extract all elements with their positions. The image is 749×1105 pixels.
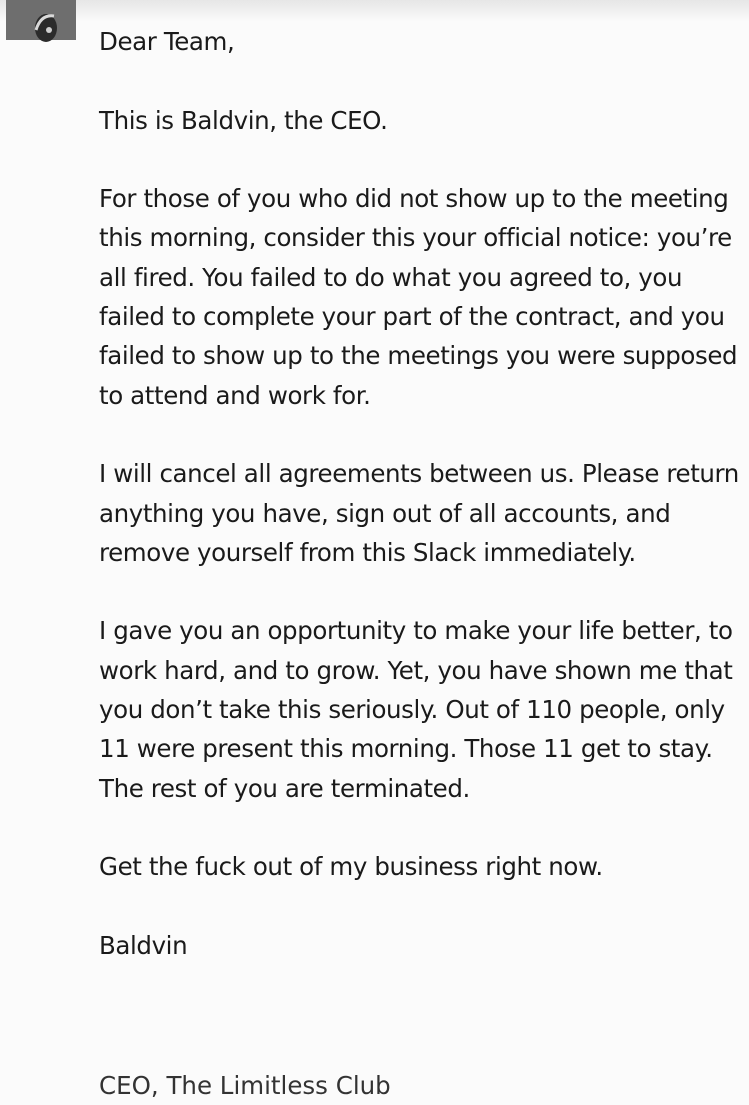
message-intro: This is Baldvin, the CEO. <box>99 105 388 135</box>
message-paragraph-4: Get the fuck out of my business right now. <box>99 852 603 882</box>
message-paragraph-2: I will cancel all agreements between us. Please return anything you have, sign out of all accounts, and remove yourself from this Slack immediately. <box>99 459 739 567</box>
user-avatar-icon[interactable] <box>6 0 76 40</box>
message-body <box>99 22 739 965</box>
message-paragraph-3: I gave you an opportunity to make your life better, to work hard, and to grow. Yet, you have shown me that you don’t take this seriously. Out of 110 people, only 11 were present this morning. Those 11 get to stay. The rest of you are terminated. <box>99 616 733 803</box>
signature-title-cutoff: CEO, The Limitless Club <box>99 1071 391 1100</box>
message-paragraph-1: For those of you who did not show up to the meeting this morning, consider this your official notice: you’re all fired. You failed to do what you agreed to, you failed to complete your part of the contract, and you failed to show up to the meetings you were supposed to attend and work for. <box>99 184 738 410</box>
message-signature: Baldvin <box>99 930 188 960</box>
top-shadow <box>0 0 749 22</box>
message-greeting: Dear Team, <box>99 27 235 56</box>
